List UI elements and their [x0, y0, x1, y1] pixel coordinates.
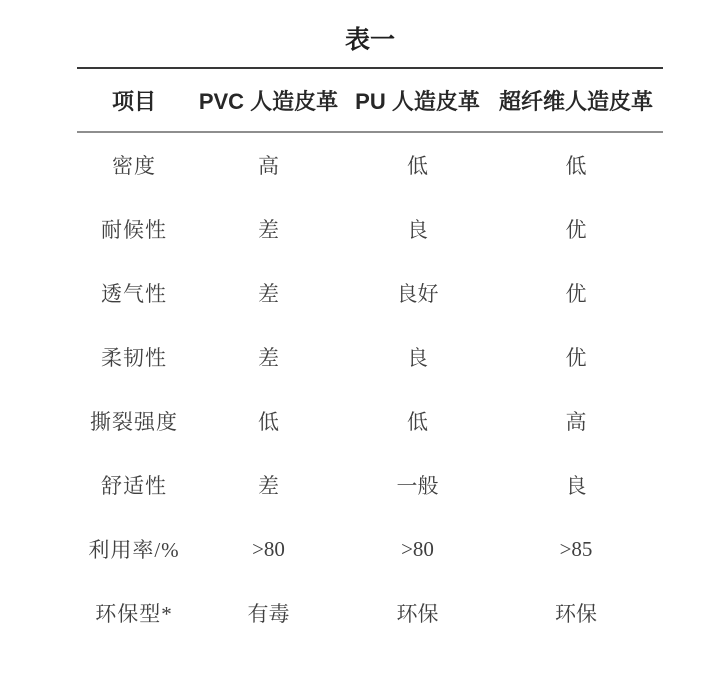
table-cell: 高 — [258, 154, 279, 178]
table-row-eco-type — [77, 581, 663, 645]
row-label: 利用率/% — [88, 538, 180, 562]
table-cell: 一般 — [396, 474, 439, 498]
table-row-tear-strength — [77, 389, 663, 453]
table-header-row — [77, 69, 663, 131]
table-cell: 良 — [407, 346, 428, 370]
table-cell: >85 — [559, 536, 593, 561]
table-cell: 优 — [565, 346, 587, 370]
table-cell: 环保 — [555, 602, 597, 626]
table-cell: 低 — [407, 154, 428, 178]
table-cell: >80 — [252, 536, 285, 561]
table-row-comfort — [77, 453, 663, 517]
table-cell: 良 — [407, 218, 428, 242]
table-row-breathability — [77, 261, 663, 325]
row-label: 耐候性 — [101, 218, 167, 242]
row-label: 舒适性 — [101, 474, 167, 498]
column-header-pu: PU 人造皮革 — [355, 88, 480, 114]
table-cell: 优 — [565, 282, 587, 306]
table-cell: 低 — [258, 410, 279, 434]
table-cell: 环保 — [396, 602, 439, 626]
table-row-density — [77, 133, 663, 197]
row-label: 密度 — [112, 154, 156, 178]
table-cell: 良好 — [396, 282, 439, 306]
table-cell: 差 — [258, 474, 279, 498]
table-cell: 优 — [565, 218, 587, 242]
table-cell: 差 — [258, 346, 279, 370]
table-row-utilization — [77, 517, 663, 581]
table-cell: 低 — [407, 410, 428, 434]
table-body — [77, 133, 663, 645]
table-cell: 高 — [565, 410, 587, 434]
column-header-microfiber: 超纤维人造皮革 — [498, 88, 653, 114]
table-caption: 表一 — [344, 26, 395, 54]
row-label: 撕裂强度 — [90, 410, 178, 434]
table-cell: 低 — [565, 154, 587, 178]
row-label: 环保型* — [95, 602, 173, 626]
table-row-weather-resistance — [77, 197, 663, 261]
column-header-item: 项目 — [111, 88, 156, 114]
table-cell: 良 — [565, 474, 587, 498]
table-cell: 差 — [258, 218, 279, 242]
table-cell: 差 — [258, 282, 279, 306]
row-label: 柔韧性 — [101, 346, 167, 370]
table-cell: 有毒 — [247, 602, 290, 626]
row-label: 透气性 — [101, 282, 167, 306]
table-row-flexibility — [77, 325, 663, 389]
table-cell: >80 — [401, 536, 434, 561]
column-header-pvc: PVC 人造皮革 — [198, 88, 339, 114]
